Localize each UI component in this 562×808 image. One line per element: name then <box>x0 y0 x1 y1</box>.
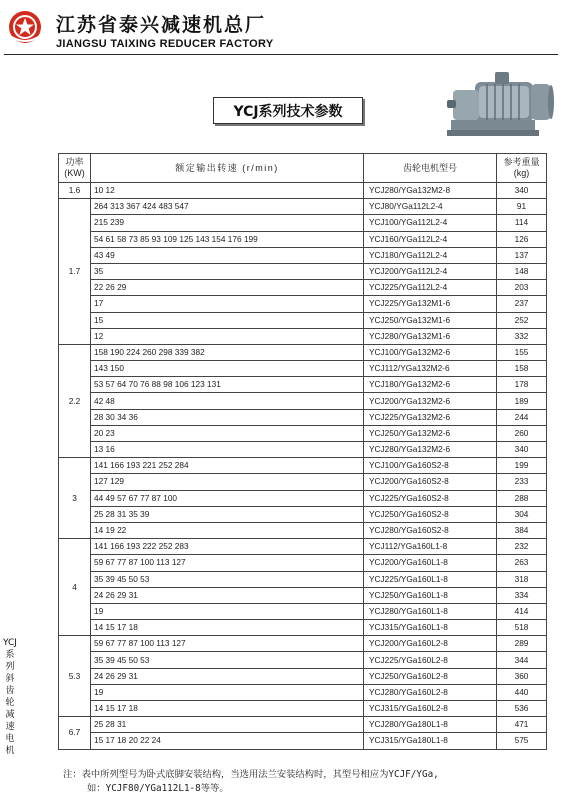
model-cell: YCJ180/YGa132M2-6 <box>364 377 497 393</box>
table-row <box>59 474 547 490</box>
speed-cell: 14 15 17 18 <box>91 620 364 636</box>
model-cell: YCJ200/YGa160L1-8 <box>364 555 497 571</box>
table-row <box>59 312 547 328</box>
model-cell: YCJ160/YGa112L2-4 <box>364 231 497 247</box>
speed-cell: 35 39 45 50 53 <box>91 571 364 587</box>
power-cell: 1.7 <box>59 199 91 345</box>
speed-cell: 24 26 29 31 <box>91 668 364 684</box>
weight-cell: 344 <box>497 652 547 668</box>
model-cell: YCJ250/YGa160L1-8 <box>364 587 497 603</box>
model-cell: YCJ200/YGa132M2-6 <box>364 393 497 409</box>
speed-cell: 28 30 34 36 <box>91 409 364 425</box>
table-row <box>59 636 547 652</box>
speed-cell: 141 166 193 222 252 283 <box>91 539 364 555</box>
speed-cell: 35 39 45 50 53 <box>91 652 364 668</box>
table-row <box>59 717 547 733</box>
weight-cell: 155 <box>497 344 547 360</box>
model-cell: YCJ315/YGa180L1-8 <box>364 733 497 749</box>
model-cell: YCJ225/YGa160L1-8 <box>364 571 497 587</box>
model-cell: YCJ225/YGa132M2-6 <box>364 409 497 425</box>
speed-cell: 141 166 193 221 252 284 <box>91 458 364 474</box>
table-row <box>59 652 547 668</box>
table-row <box>59 603 547 619</box>
speed-cell: 264 313 367 424 483 547 <box>91 199 364 215</box>
weight-cell: 126 <box>497 231 547 247</box>
table-row <box>59 684 547 700</box>
speed-cell: 15 <box>91 312 364 328</box>
table-row <box>59 344 547 360</box>
table-row <box>59 409 547 425</box>
model-cell: YCJ315/YGa160L1-8 <box>364 620 497 636</box>
speed-cell: 25 28 31 <box>91 717 364 733</box>
header-speed: 额定输出转速 (r/min) <box>91 154 364 183</box>
tech-params-table <box>58 153 547 750</box>
table-row <box>59 328 547 344</box>
speed-cell: 13 16 <box>91 442 364 458</box>
table-row <box>59 377 547 393</box>
table-row <box>59 263 547 279</box>
model-cell: YCJ225/YGa160S2-8 <box>364 490 497 506</box>
speed-cell: 24 26 29 31 <box>91 587 364 603</box>
table-row <box>59 539 547 555</box>
gear-motor-image <box>447 64 555 144</box>
speed-cell: 158 190 224 260 298 339 382 <box>91 344 364 360</box>
model-cell: YCJ80/YGa112L2-4 <box>364 199 497 215</box>
table-body <box>59 183 547 750</box>
weight-cell: 334 <box>497 587 547 603</box>
speed-cell: 10 12 <box>91 183 364 199</box>
speed-cell: 42 48 <box>91 393 364 409</box>
table-row <box>59 668 547 684</box>
weight-cell: 203 <box>497 280 547 296</box>
weight-cell: 536 <box>497 701 547 717</box>
table-row <box>59 231 547 247</box>
weight-cell: 318 <box>497 571 547 587</box>
model-cell: YCJ280/YGa132M2-6 <box>364 442 497 458</box>
table-row <box>59 247 547 263</box>
table-row <box>59 296 547 312</box>
power-cell: 3 <box>59 458 91 539</box>
table-row <box>59 522 547 538</box>
power-cell: 4 <box>59 539 91 636</box>
table-row <box>59 183 547 199</box>
weight-cell: 304 <box>497 506 547 522</box>
weight-cell: 289 <box>497 636 547 652</box>
table-row <box>59 393 547 409</box>
page-title: YCJ系列技术参数 <box>213 97 363 124</box>
model-cell: YCJ200/YGa112L2-4 <box>364 263 497 279</box>
table-row <box>59 587 547 603</box>
speed-cell: 35 <box>91 263 364 279</box>
table-row <box>59 620 547 636</box>
header-power: 功率 (KW) <box>59 154 91 183</box>
model-cell: YCJ100/YGa112L2-4 <box>364 215 497 231</box>
model-cell: YCJ100/YGa160S2-8 <box>364 458 497 474</box>
table-row <box>59 442 547 458</box>
speed-cell: 20 23 <box>91 425 364 441</box>
table-row <box>59 701 547 717</box>
table-row <box>59 361 547 377</box>
weight-cell: 360 <box>497 668 547 684</box>
speed-cell: 15 17 18 20 22 24 <box>91 733 364 749</box>
model-cell: YCJ280/YGa160L1-8 <box>364 603 497 619</box>
weight-cell: 237 <box>497 296 547 312</box>
weight-cell: 471 <box>497 717 547 733</box>
model-cell: YCJ225/YGa132M1-6 <box>364 296 497 312</box>
model-cell: YCJ200/YGa160L2-8 <box>364 636 497 652</box>
table-row <box>59 199 547 215</box>
weight-cell: 233 <box>497 474 547 490</box>
weight-cell: 178 <box>497 377 547 393</box>
company-name-en: JIANGSU TAIXING REDUCER FACTORY <box>56 38 274 50</box>
weight-cell: 340 <box>497 183 547 199</box>
header-model: 齿轮电机型号 <box>364 154 497 183</box>
model-cell: YCJ280/YGa132M2-8 <box>364 183 497 199</box>
model-cell: YCJ225/YGa112L2-4 <box>364 280 497 296</box>
footnote <box>63 768 558 796</box>
model-cell: YCJ280/YGa160S2-8 <box>364 522 497 538</box>
weight-cell: 288 <box>497 490 547 506</box>
weight-cell: 158 <box>497 361 547 377</box>
weight-cell: 332 <box>497 328 547 344</box>
speed-cell: 22 26 29 <box>91 280 364 296</box>
weight-cell: 114 <box>497 215 547 231</box>
weight-cell: 263 <box>497 555 547 571</box>
weight-cell: 384 <box>497 522 547 538</box>
weight-cell: 414 <box>497 603 547 619</box>
star-gear-logo-icon <box>8 10 42 44</box>
speed-cell: 53 57 64 70 76 88 98 106 123 131 <box>91 377 364 393</box>
power-cell: 2.2 <box>59 344 91 457</box>
table-row <box>59 733 547 749</box>
power-cell: 6.7 <box>59 717 91 749</box>
company-name-cn: 江苏省泰兴减速机总厂 <box>56 14 267 36</box>
table-row <box>59 458 547 474</box>
weight-cell: 189 <box>497 393 547 409</box>
weight-cell: 440 <box>497 684 547 700</box>
model-cell: YCJ200/YGa160S2-8 <box>364 474 497 490</box>
footnote-line-2: 如：YCJF80/YGa112L1-8等等。 <box>87 783 229 794</box>
speed-cell: 43 49 <box>91 247 364 263</box>
model-cell: YCJ112/YGa132M2-6 <box>364 361 497 377</box>
speed-cell: 19 <box>91 684 364 700</box>
weight-cell: 260 <box>497 425 547 441</box>
model-cell: YCJ280/YGa132M1-6 <box>364 328 497 344</box>
weight-cell: 137 <box>497 247 547 263</box>
weight-cell: 252 <box>497 312 547 328</box>
model-cell: YCJ250/YGa160S2-8 <box>364 506 497 522</box>
weight-cell: 575 <box>497 733 547 749</box>
weight-cell: 232 <box>497 539 547 555</box>
side-series-label: YCJ系列斜齿轮减速电机 <box>3 638 17 756</box>
model-cell: YCJ250/YGa132M1-6 <box>364 312 497 328</box>
footnote-line-1: 注：表中所列型号为卧式底脚安装结构，当选用法兰安装结构时，其型号相应为YCJF/YGa, <box>63 769 439 780</box>
table-header-row <box>59 154 547 183</box>
speed-cell: 12 <box>91 328 364 344</box>
speed-cell: 14 19 22 <box>91 522 364 538</box>
speed-cell: 59 67 77 87 100 113 127 <box>91 636 364 652</box>
speed-cell: 17 <box>91 296 364 312</box>
weight-cell: 244 <box>497 409 547 425</box>
speed-cell: 127 129 <box>91 474 364 490</box>
weight-cell: 340 <box>497 442 547 458</box>
weight-cell: 148 <box>497 263 547 279</box>
speed-cell: 14 15 17 18 <box>91 701 364 717</box>
weight-cell: 199 <box>497 458 547 474</box>
model-cell: YCJ280/YGa160L2-8 <box>364 684 497 700</box>
model-cell: YCJ180/YGa112L2-4 <box>364 247 497 263</box>
table-row <box>59 571 547 587</box>
speed-cell: 215 239 <box>91 215 364 231</box>
table-row <box>59 425 547 441</box>
speed-cell: 59 67 77 87 100 113 127 <box>91 555 364 571</box>
model-cell: YCJ315/YGa160L2-8 <box>364 701 497 717</box>
speed-cell: 19 <box>91 603 364 619</box>
header-weight: 参考重量 (kg) <box>497 154 547 183</box>
model-cell: YCJ250/YGa160L2-8 <box>364 668 497 684</box>
table-row <box>59 555 547 571</box>
table-row <box>59 280 547 296</box>
power-cell: 1.6 <box>59 183 91 199</box>
table-row <box>59 490 547 506</box>
table-row <box>59 215 547 231</box>
power-cell: 5.3 <box>59 636 91 717</box>
model-cell: YCJ100/YGa132M2-6 <box>364 344 497 360</box>
model-cell: YCJ225/YGa160L2-8 <box>364 652 497 668</box>
header-divider <box>4 54 558 55</box>
model-cell: YCJ112/YGa160L1-8 <box>364 539 497 555</box>
table-row <box>59 506 547 522</box>
speed-cell: 54 61 58 73 85 93 109 125 143 154 176 199 <box>91 231 364 247</box>
speed-cell: 44 49 57 67 77 87 100 <box>91 490 364 506</box>
model-cell: YCJ250/YGa132M2-6 <box>364 425 497 441</box>
model-cell: YCJ280/YGa180L1-8 <box>364 717 497 733</box>
weight-cell: 91 <box>497 199 547 215</box>
speed-cell: 25 28 31 35 39 <box>91 506 364 522</box>
weight-cell: 518 <box>497 620 547 636</box>
speed-cell: 143 150 <box>91 361 364 377</box>
